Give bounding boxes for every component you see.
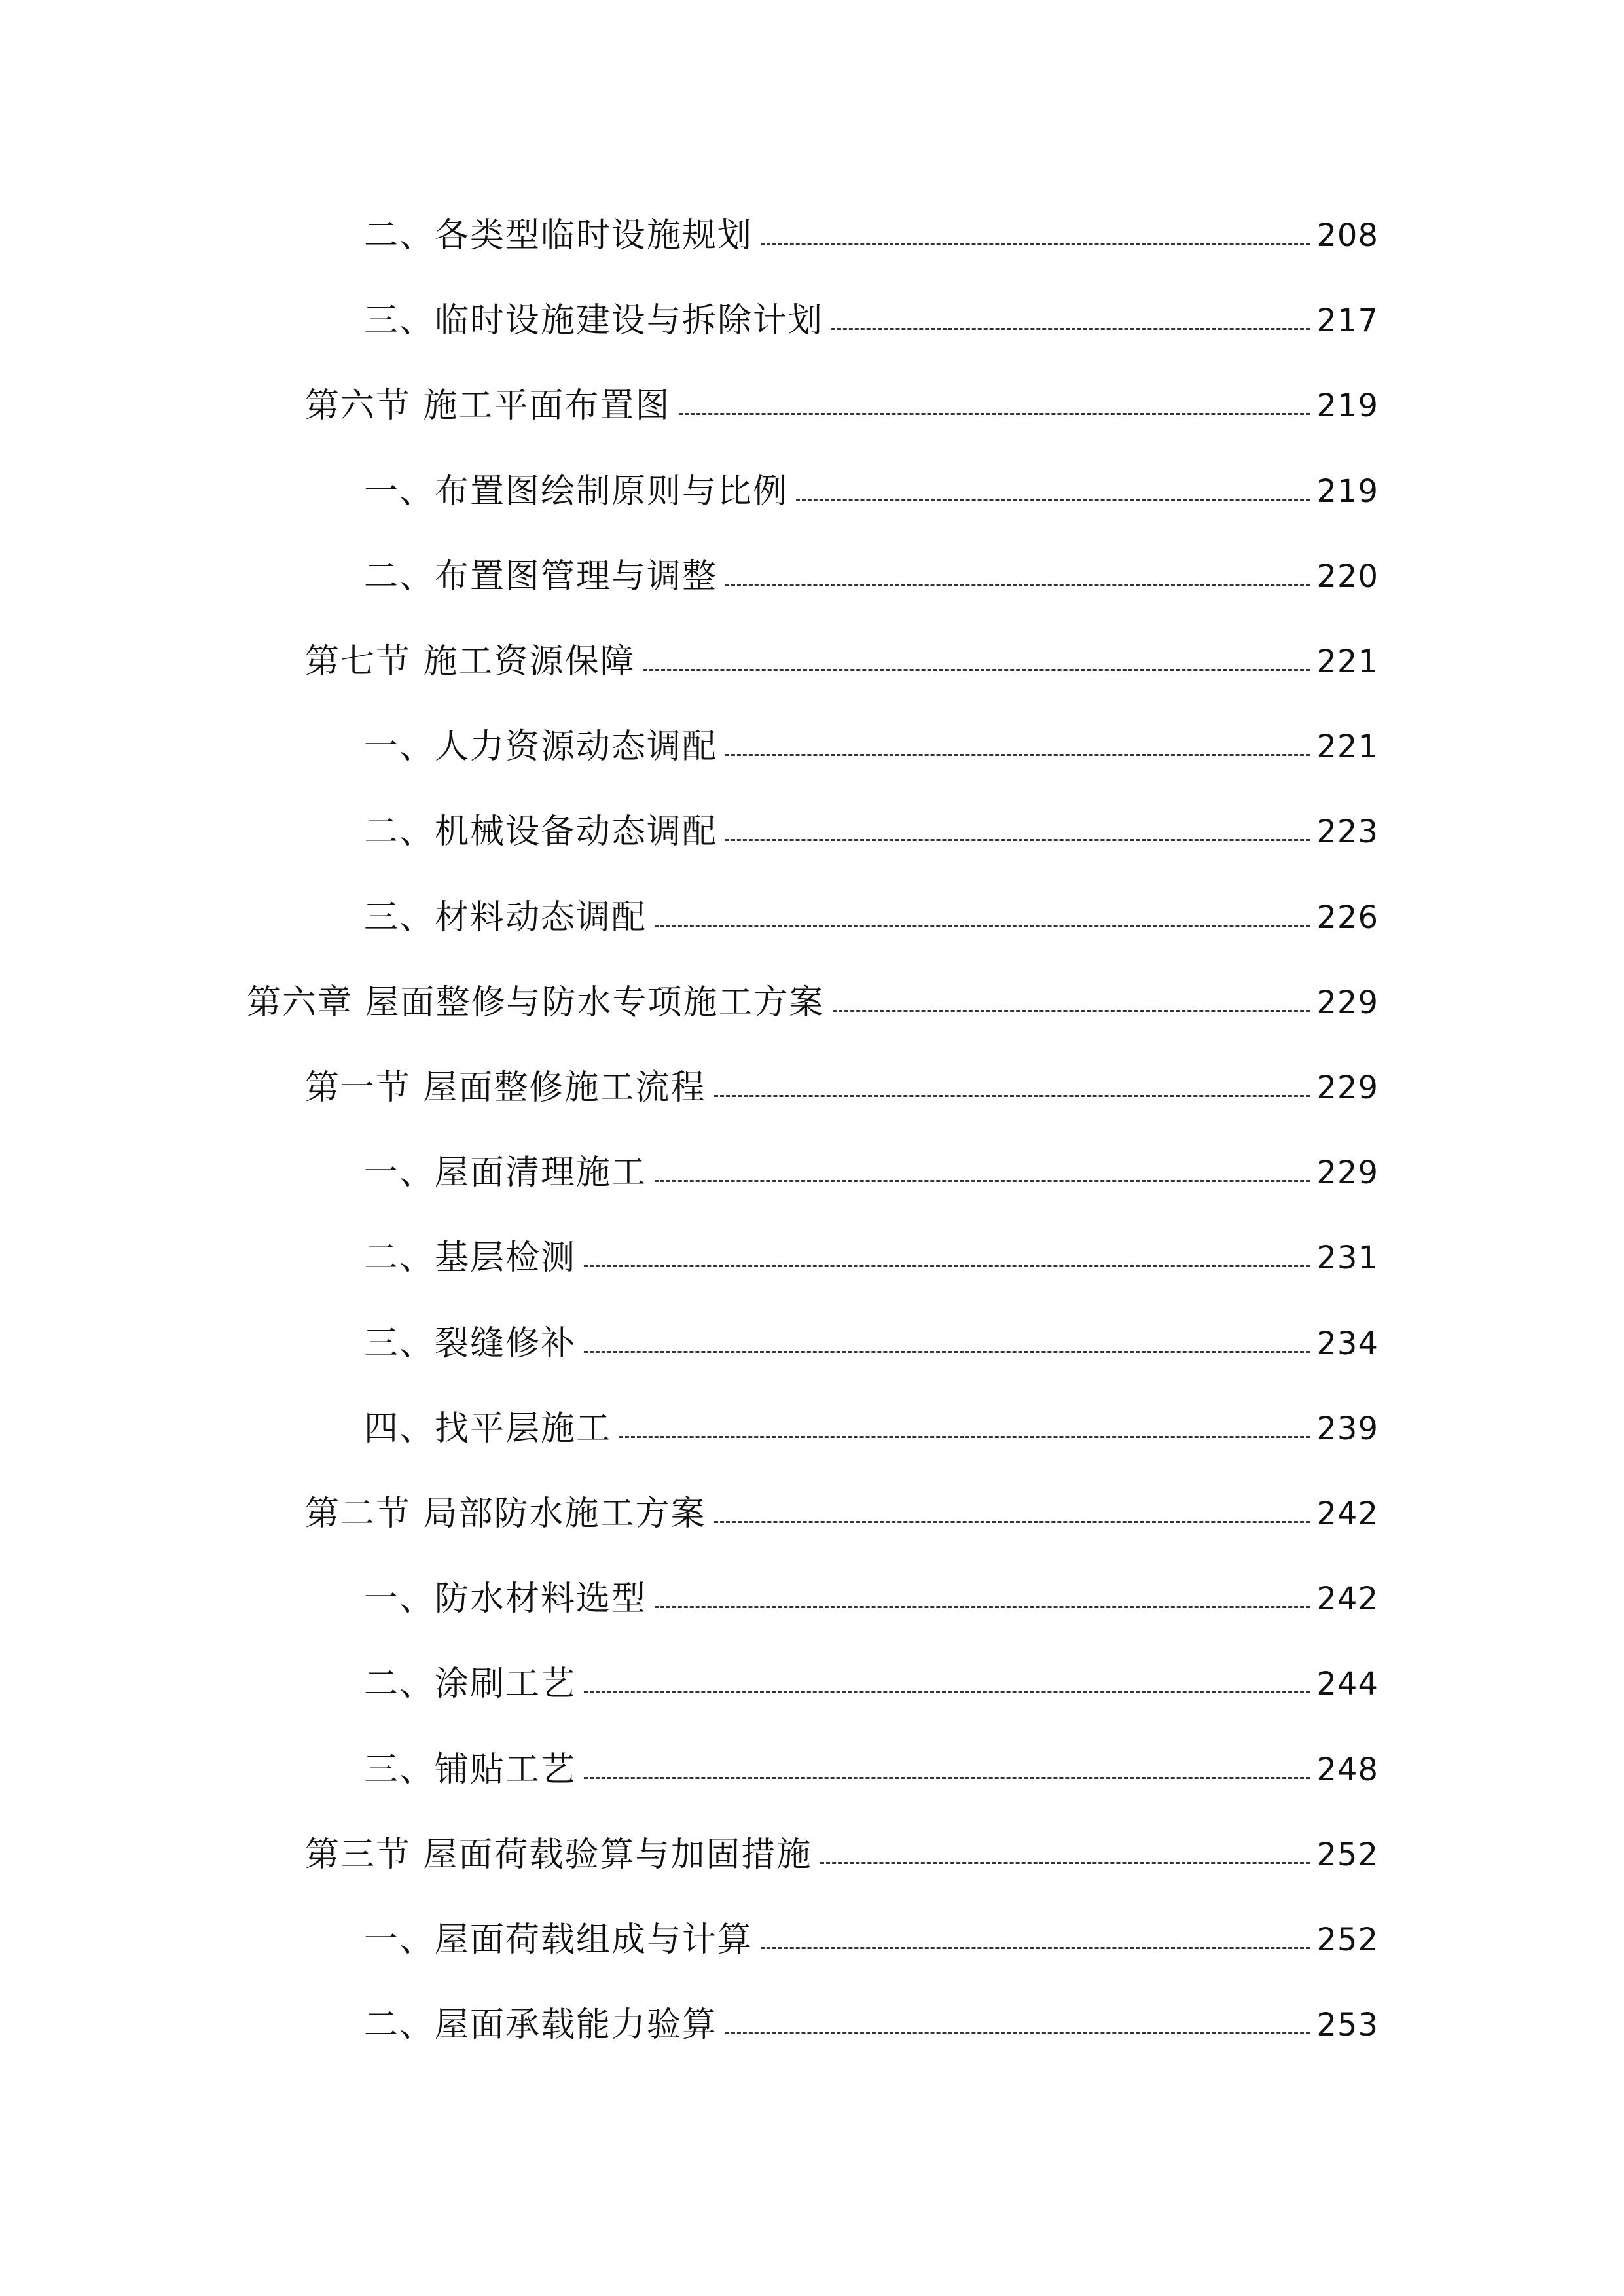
- toc-entry-page-number: 242: [1316, 1581, 1379, 1618]
- toc-entry-title: 三、临时设施建设与拆除计划: [364, 301, 824, 341]
- toc-dot-leader: [619, 1435, 1310, 1438]
- toc-dot-leader: [796, 497, 1310, 501]
- toc-entry-title: 三、裂缝修补: [364, 1323, 577, 1363]
- toc-entry[interactable]: [364, 209, 1379, 262]
- toc-dot-leader: [584, 1350, 1310, 1353]
- toc-dot-leader: [655, 1605, 1310, 1608]
- toc-entry-page-number: 217: [1316, 302, 1379, 340]
- toc-entry-title: 第三节 屋面荷载验算与加固措施: [305, 1835, 812, 1874]
- toc-dot-leader: [725, 2031, 1310, 2034]
- toc-entry[interactable]: [305, 636, 1379, 688]
- toc-entry-page-number: 234: [1316, 1325, 1379, 1362]
- toc-entry[interactable]: [364, 1403, 1379, 1455]
- toc-entry[interactable]: [364, 550, 1379, 603]
- toc-dot-leader: [584, 1264, 1310, 1267]
- toc-dot-leader: [714, 1520, 1310, 1523]
- toc-entry-page-number: 221: [1316, 643, 1379, 680]
- toc-entry-title: 二、涂刷工艺: [364, 1664, 577, 1704]
- toc-entry[interactable]: [364, 295, 1379, 347]
- toc-dot-leader: [820, 1861, 1310, 1864]
- toc-entry[interactable]: [305, 1062, 1379, 1114]
- toc-entry-title: 二、各类型临时设施规划: [364, 216, 753, 255]
- toc-entry-page-number: 252: [1316, 1922, 1379, 1958]
- toc-entry-title: 一、防水材料选型: [364, 1579, 647, 1619]
- toc-entry-title: 第六章 屋面整修与防水专项施工方案: [247, 982, 825, 1022]
- toc-entry-title: 二、机械设备动态调配: [364, 812, 718, 852]
- toc-entry-page-number: 208: [1316, 217, 1379, 254]
- toc-entry[interactable]: [305, 380, 1379, 432]
- toc-dot-leader: [725, 753, 1310, 756]
- toc-entry[interactable]: [305, 1488, 1379, 1540]
- toc-entry[interactable]: [364, 1658, 1379, 1710]
- toc-dot-leader: [725, 583, 1310, 586]
- toc-entry-page-number: 220: [1316, 558, 1379, 595]
- toc-entry-title: 第二节 局部防水施工方案: [305, 1494, 706, 1534]
- toc-entry[interactable]: [364, 465, 1379, 518]
- toc-dot-leader: [761, 242, 1310, 245]
- toc-entry-page-number: 221: [1316, 728, 1379, 766]
- toc-dot-leader: [761, 1946, 1310, 1949]
- toc-entry[interactable]: [364, 1573, 1379, 1625]
- toc-entry-title: 第一节 屋面整修施工流程: [305, 1068, 706, 1107]
- toc-entry-page-number: 229: [1316, 984, 1379, 1021]
- toc-entry-page-number: 248: [1316, 1751, 1379, 1788]
- toc-dot-leader: [714, 1094, 1310, 1097]
- toc-entry-page-number: 229: [1316, 1069, 1379, 1106]
- toc-entry[interactable]: [364, 806, 1379, 858]
- toc-entry[interactable]: [364, 891, 1379, 944]
- toc-entry[interactable]: [247, 977, 1379, 1029]
- toc-entry-title: 一、屋面清理施工: [364, 1153, 647, 1193]
- toc-entry[interactable]: [364, 1147, 1379, 1199]
- toc-entry-title: 二、屋面承载能力验算: [364, 2005, 718, 2045]
- toc-entry-title: 三、铺贴工艺: [364, 1749, 577, 1789]
- toc-entry-title: 二、基层检测: [364, 1238, 577, 1278]
- toc-dot-leader: [655, 1179, 1310, 1182]
- toc-dot-leader: [584, 1776, 1310, 1779]
- toc-dot-leader: [725, 838, 1310, 841]
- toc-entry[interactable]: [364, 1744, 1379, 1796]
- toc-entry[interactable]: [305, 1829, 1379, 1881]
- toc-dot-leader: [831, 327, 1310, 330]
- toc-entry-page-number: 242: [1316, 1496, 1379, 1532]
- toc-entry[interactable]: [364, 1914, 1379, 1966]
- toc-entry-title: 一、布置图绘制原则与比例: [364, 471, 789, 511]
- toc-entry-title: 第七节 施工资源保障: [305, 642, 636, 681]
- toc-entry-page-number: 226: [1316, 899, 1379, 936]
- toc-entry-title: 一、屋面荷载组成与计算: [364, 1920, 753, 1960]
- toc-entry[interactable]: [364, 1999, 1379, 2051]
- toc-entry-title: 一、人力资源动态调配: [364, 727, 718, 767]
- toc-entry-page-number: 239: [1316, 1410, 1379, 1447]
- toc-entry-page-number: 253: [1316, 2007, 1379, 2044]
- toc-entry-page-number: 229: [1316, 1155, 1379, 1192]
- toc-entry-title: 第六节 施工平面布置图: [305, 386, 671, 426]
- toc-entry-page-number: 252: [1316, 1836, 1379, 1873]
- toc-dot-leader: [679, 412, 1310, 415]
- toc-dot-leader: [833, 1009, 1310, 1012]
- toc-entry[interactable]: [364, 1232, 1379, 1284]
- toc-entry-page-number: 219: [1316, 387, 1379, 425]
- toc-entry[interactable]: [364, 721, 1379, 773]
- toc-entry[interactable]: [364, 1318, 1379, 1370]
- toc-entry-title: 四、找平层施工: [364, 1408, 612, 1448]
- toc-entry-page-number: 223: [1316, 814, 1379, 851]
- toc-dot-leader: [655, 924, 1310, 927]
- toc-entry-title: 三、材料动态调配: [364, 897, 647, 937]
- toc-entry-page-number: 231: [1316, 1240, 1379, 1277]
- toc-dot-leader: [584, 1690, 1310, 1693]
- toc-dot-leader: [643, 668, 1310, 671]
- toc-entry-page-number: 244: [1316, 1666, 1379, 1703]
- toc-entry-page-number: 219: [1316, 473, 1379, 510]
- toc-entry-title: 二、布置图管理与调整: [364, 556, 718, 596]
